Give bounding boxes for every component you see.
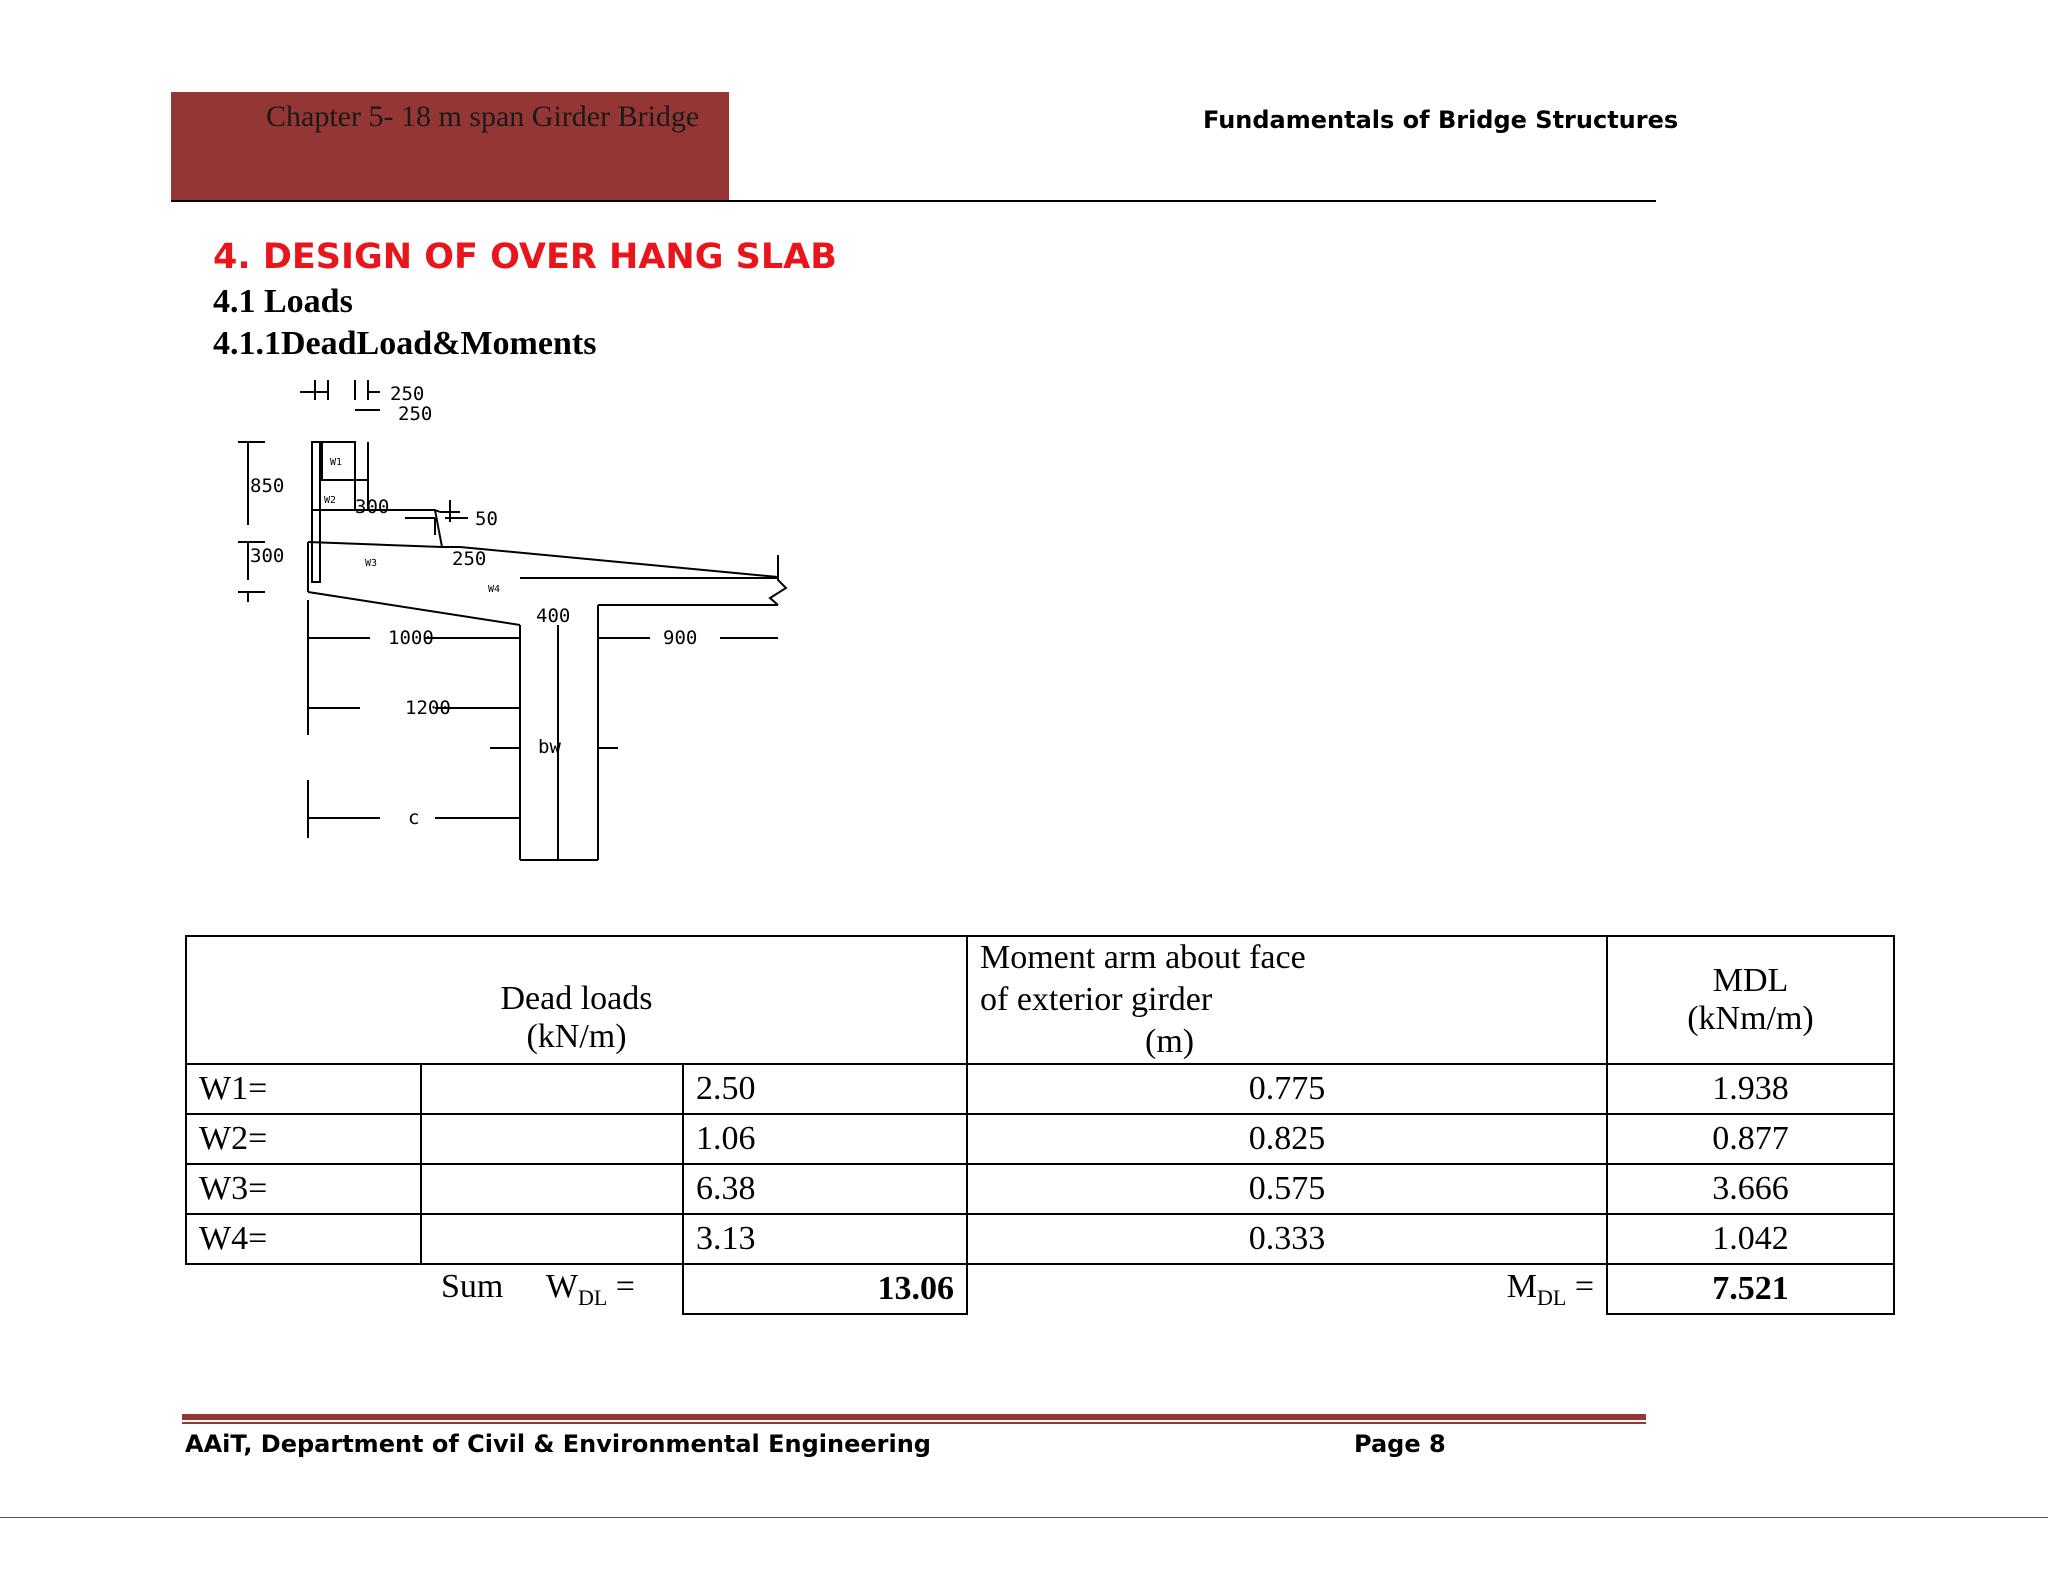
header-dead-loads <box>186 936 967 1064</box>
row-label: W4= <box>186 1214 421 1264</box>
row-moment: 1.042 <box>1607 1214 1894 1264</box>
table-row <box>186 1114 1894 1164</box>
header-rule <box>171 200 1656 202</box>
page-edge-rule <box>0 1517 2048 1518</box>
dim-label: 850 <box>250 475 285 497</box>
row-arm: 0.333 <box>967 1214 1607 1264</box>
sum-row <box>186 1264 1894 1314</box>
dim-label: bw <box>538 736 561 758</box>
row-arm: 0.775 <box>967 1064 1607 1114</box>
wdl-value: 13.06 <box>683 1264 967 1314</box>
mdl-label: M <box>1506 1268 1537 1306</box>
row-load: 1.06 <box>683 1114 967 1164</box>
dim-label: 250 <box>398 403 433 425</box>
header-line: (kNm/m) <box>1687 1000 1814 1037</box>
empty-cell <box>421 1214 683 1264</box>
header-mdl <box>1607 936 1894 1064</box>
dead-load-table <box>185 935 1895 1315</box>
load-label: W3 <box>365 558 378 569</box>
dim-label: 300 <box>250 545 285 567</box>
empty-cell <box>186 1264 421 1314</box>
dim-label: 1200 <box>405 697 451 719</box>
row-moment: 3.666 <box>1607 1164 1894 1214</box>
header-line: of exterior girder <box>980 981 1213 1018</box>
table-row <box>186 1214 1894 1264</box>
mdl-sub: DL <box>1536 1284 1567 1310</box>
row-load: 6.38 <box>683 1164 967 1214</box>
footer-rule-thick <box>182 1414 1646 1420</box>
barrier-curb-line <box>312 442 320 582</box>
mdl-label-cell <box>967 1264 1607 1314</box>
header-line: Dead loads <box>500 980 653 1017</box>
header-line: Moment arm about face <box>980 939 1306 976</box>
row-label: W1= <box>186 1064 421 1114</box>
chapter-title: Chapter 5- 18 m span Girder Bridge <box>266 100 700 133</box>
wdl-label: W <box>545 1268 578 1306</box>
header-line: MDL <box>1712 962 1789 999</box>
footer-rule-thin <box>182 1422 1646 1424</box>
load-label: W2 <box>324 495 337 506</box>
dim-label: 250 <box>390 383 425 405</box>
empty-cell <box>421 1064 683 1114</box>
header-line: (kN/m) <box>526 1018 627 1055</box>
footer-department: AAiT, Department of Civil & Environmental Engineering <box>185 1430 931 1458</box>
overhang-slab-drawing <box>230 370 800 870</box>
dim-label: 900 <box>663 627 698 649</box>
row-moment: 0.877 <box>1607 1114 1894 1164</box>
dim-label: 1000 <box>388 627 434 649</box>
table-row <box>186 1164 1894 1214</box>
footer-page-number: Page 8 <box>1354 1430 1446 1458</box>
sum-label-cell <box>421 1264 683 1314</box>
empty-cell <box>421 1114 683 1164</box>
empty-cell <box>421 1164 683 1214</box>
sum-label: Sum <box>441 1268 504 1306</box>
wdl-eq: = <box>615 1268 635 1306</box>
row-moment: 1.938 <box>1607 1064 1894 1114</box>
dim-label: 50 <box>475 508 498 530</box>
row-label: W2= <box>186 1114 421 1164</box>
mdl-value: 7.521 <box>1607 1264 1894 1314</box>
load-label: W1 <box>330 457 343 468</box>
section-heading: 4. DESIGN OF OVER HANG SLAB <box>213 237 837 277</box>
header-line: (m) <box>1145 1023 1195 1060</box>
table-row <box>186 1064 1894 1114</box>
row-arm: 0.575 <box>967 1164 1607 1214</box>
row-arm: 0.825 <box>967 1114 1607 1164</box>
dim-label: 300 <box>355 496 390 518</box>
dim-label: 250 <box>452 548 487 570</box>
table-header-row <box>186 936 1894 1064</box>
book-title: Fundamentals of Bridge Structures <box>1203 106 1679 134</box>
subsubsection-heading: 4.1.1DeadLoad&Moments <box>213 325 597 362</box>
row-load: 3.13 <box>683 1214 967 1264</box>
dim-label: c <box>408 807 420 829</box>
row-load: 2.50 <box>683 1064 967 1114</box>
row-label: W3= <box>186 1164 421 1214</box>
subsection-heading: 4.1 Loads <box>213 283 353 320</box>
dim-label: 400 <box>536 605 571 627</box>
mdl-eq: = <box>1574 1268 1594 1306</box>
load-label: W4 <box>488 584 501 595</box>
header-moment-arm <box>967 936 1607 1064</box>
wdl-sub: DL <box>577 1284 608 1310</box>
